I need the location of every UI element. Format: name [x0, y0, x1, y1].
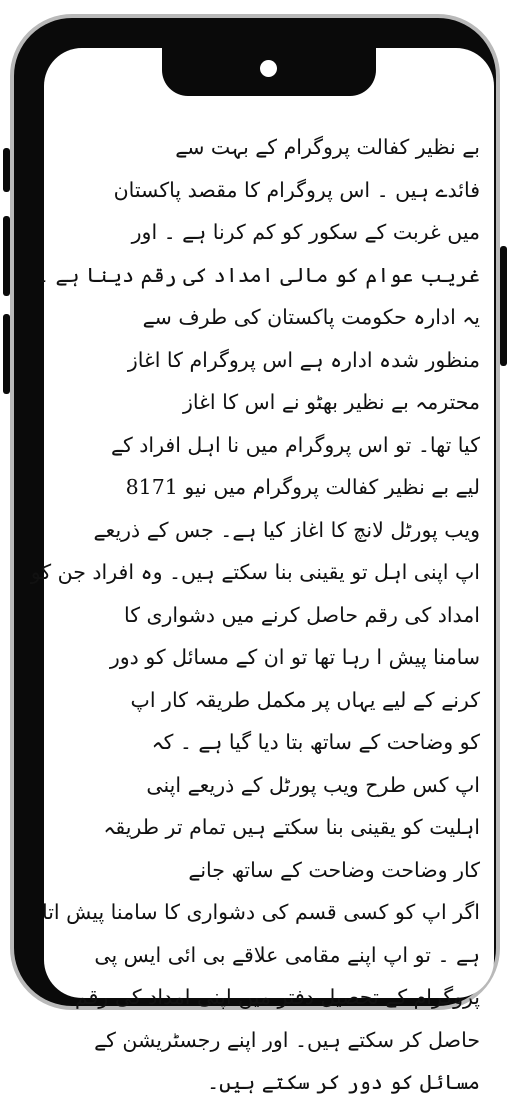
article-line: لیے بے نظیر کفالت پروگرام میں نیو 8171: [125, 475, 480, 499]
phone-side-button-left-middle: [3, 216, 10, 296]
article-line: میں غربت کے سکور کو کم کرنا ہے ۔ اور: [131, 220, 480, 244]
article-line: کیا تھا۔ تو اس پروگرام میں نا اہل افراد کے: [111, 432, 480, 457]
phone-frame: [10, 14, 500, 1094]
article-line: امداد کی رقم حاصل کرنے میں دشواری کا: [123, 602, 480, 627]
article-line: منظور شدہ ادارہ ہے اس پروگرام کا اغاز: [127, 347, 480, 372]
camera-icon: [260, 60, 277, 77]
article-line: پروگرام کے تحصیل دفتر میں اپنی امداد کی رقم: [74, 985, 480, 1009]
article-line: ہے ۔ تو اپ اپنے مقامی علاقے بی ائی ایس پی: [94, 942, 480, 967]
article-line: اہلیت کو یقینی بنا سکتے ہیں تمام تر طریقہ: [103, 815, 480, 839]
article-line: یہ ادارہ حکومت پاکستان کی طرف سے: [142, 305, 480, 329]
article-line: اگر اپ کو کسی قسم کی دشواری کا سامنا پیش اتا: [41, 900, 480, 924]
article-line: بے نظیر کفالت پروگرام کے بہت سے: [175, 135, 480, 159]
phone-side-button-right: [500, 246, 507, 366]
article-line: اپ اپنی اہل تو یقینی بنا سکتے ہیں۔ وہ افراد جن کو: [30, 560, 480, 584]
article-text: [30, 126, 480, 1104]
phone-side-button-left-bottom: [3, 314, 10, 394]
article-line: سامنا پیش ا رہا تھا تو ان کے مسائل کو دور: [109, 645, 480, 669]
article-line: اپ کس طرح ویب پورٹل کے ذریعے اپنی: [146, 772, 480, 797]
phone-side-button-left-top: [3, 148, 10, 192]
phone-screen: [30, 48, 494, 1094]
article-line: کار وضاحت وضاحت کے ساتھ جانے: [188, 857, 480, 882]
article-line: فائدے ہیں ۔ اس پروگرام کا مقصد پاکستان: [113, 177, 480, 202]
article-line: ویب پورٹل لانچ کا اغاز کیا ہے۔ جس کے ذریعے: [93, 517, 480, 542]
article-line: کرنے کے لیے یہاں پر مکمل طریقہ کار اپ: [130, 687, 480, 712]
phone-notch: [162, 46, 376, 96]
article-line: محترمہ بے نظیر بھٹو نے اس کا اغاز: [183, 390, 480, 414]
article-line: کو وضاحت کے ساتھ بتا دیا گیا ہے ۔ کہ: [151, 730, 480, 754]
article-line: حاصل کر سکتے ہیں۔ اور اپنے رجسٹریشن کے: [94, 1027, 480, 1052]
article-line: غریب عوام کو مالی امداد کی رقم دینا ہے ۔: [36, 262, 480, 287]
article-line: مسائل کو دور کر سکتے ہیں۔: [207, 1070, 480, 1094]
